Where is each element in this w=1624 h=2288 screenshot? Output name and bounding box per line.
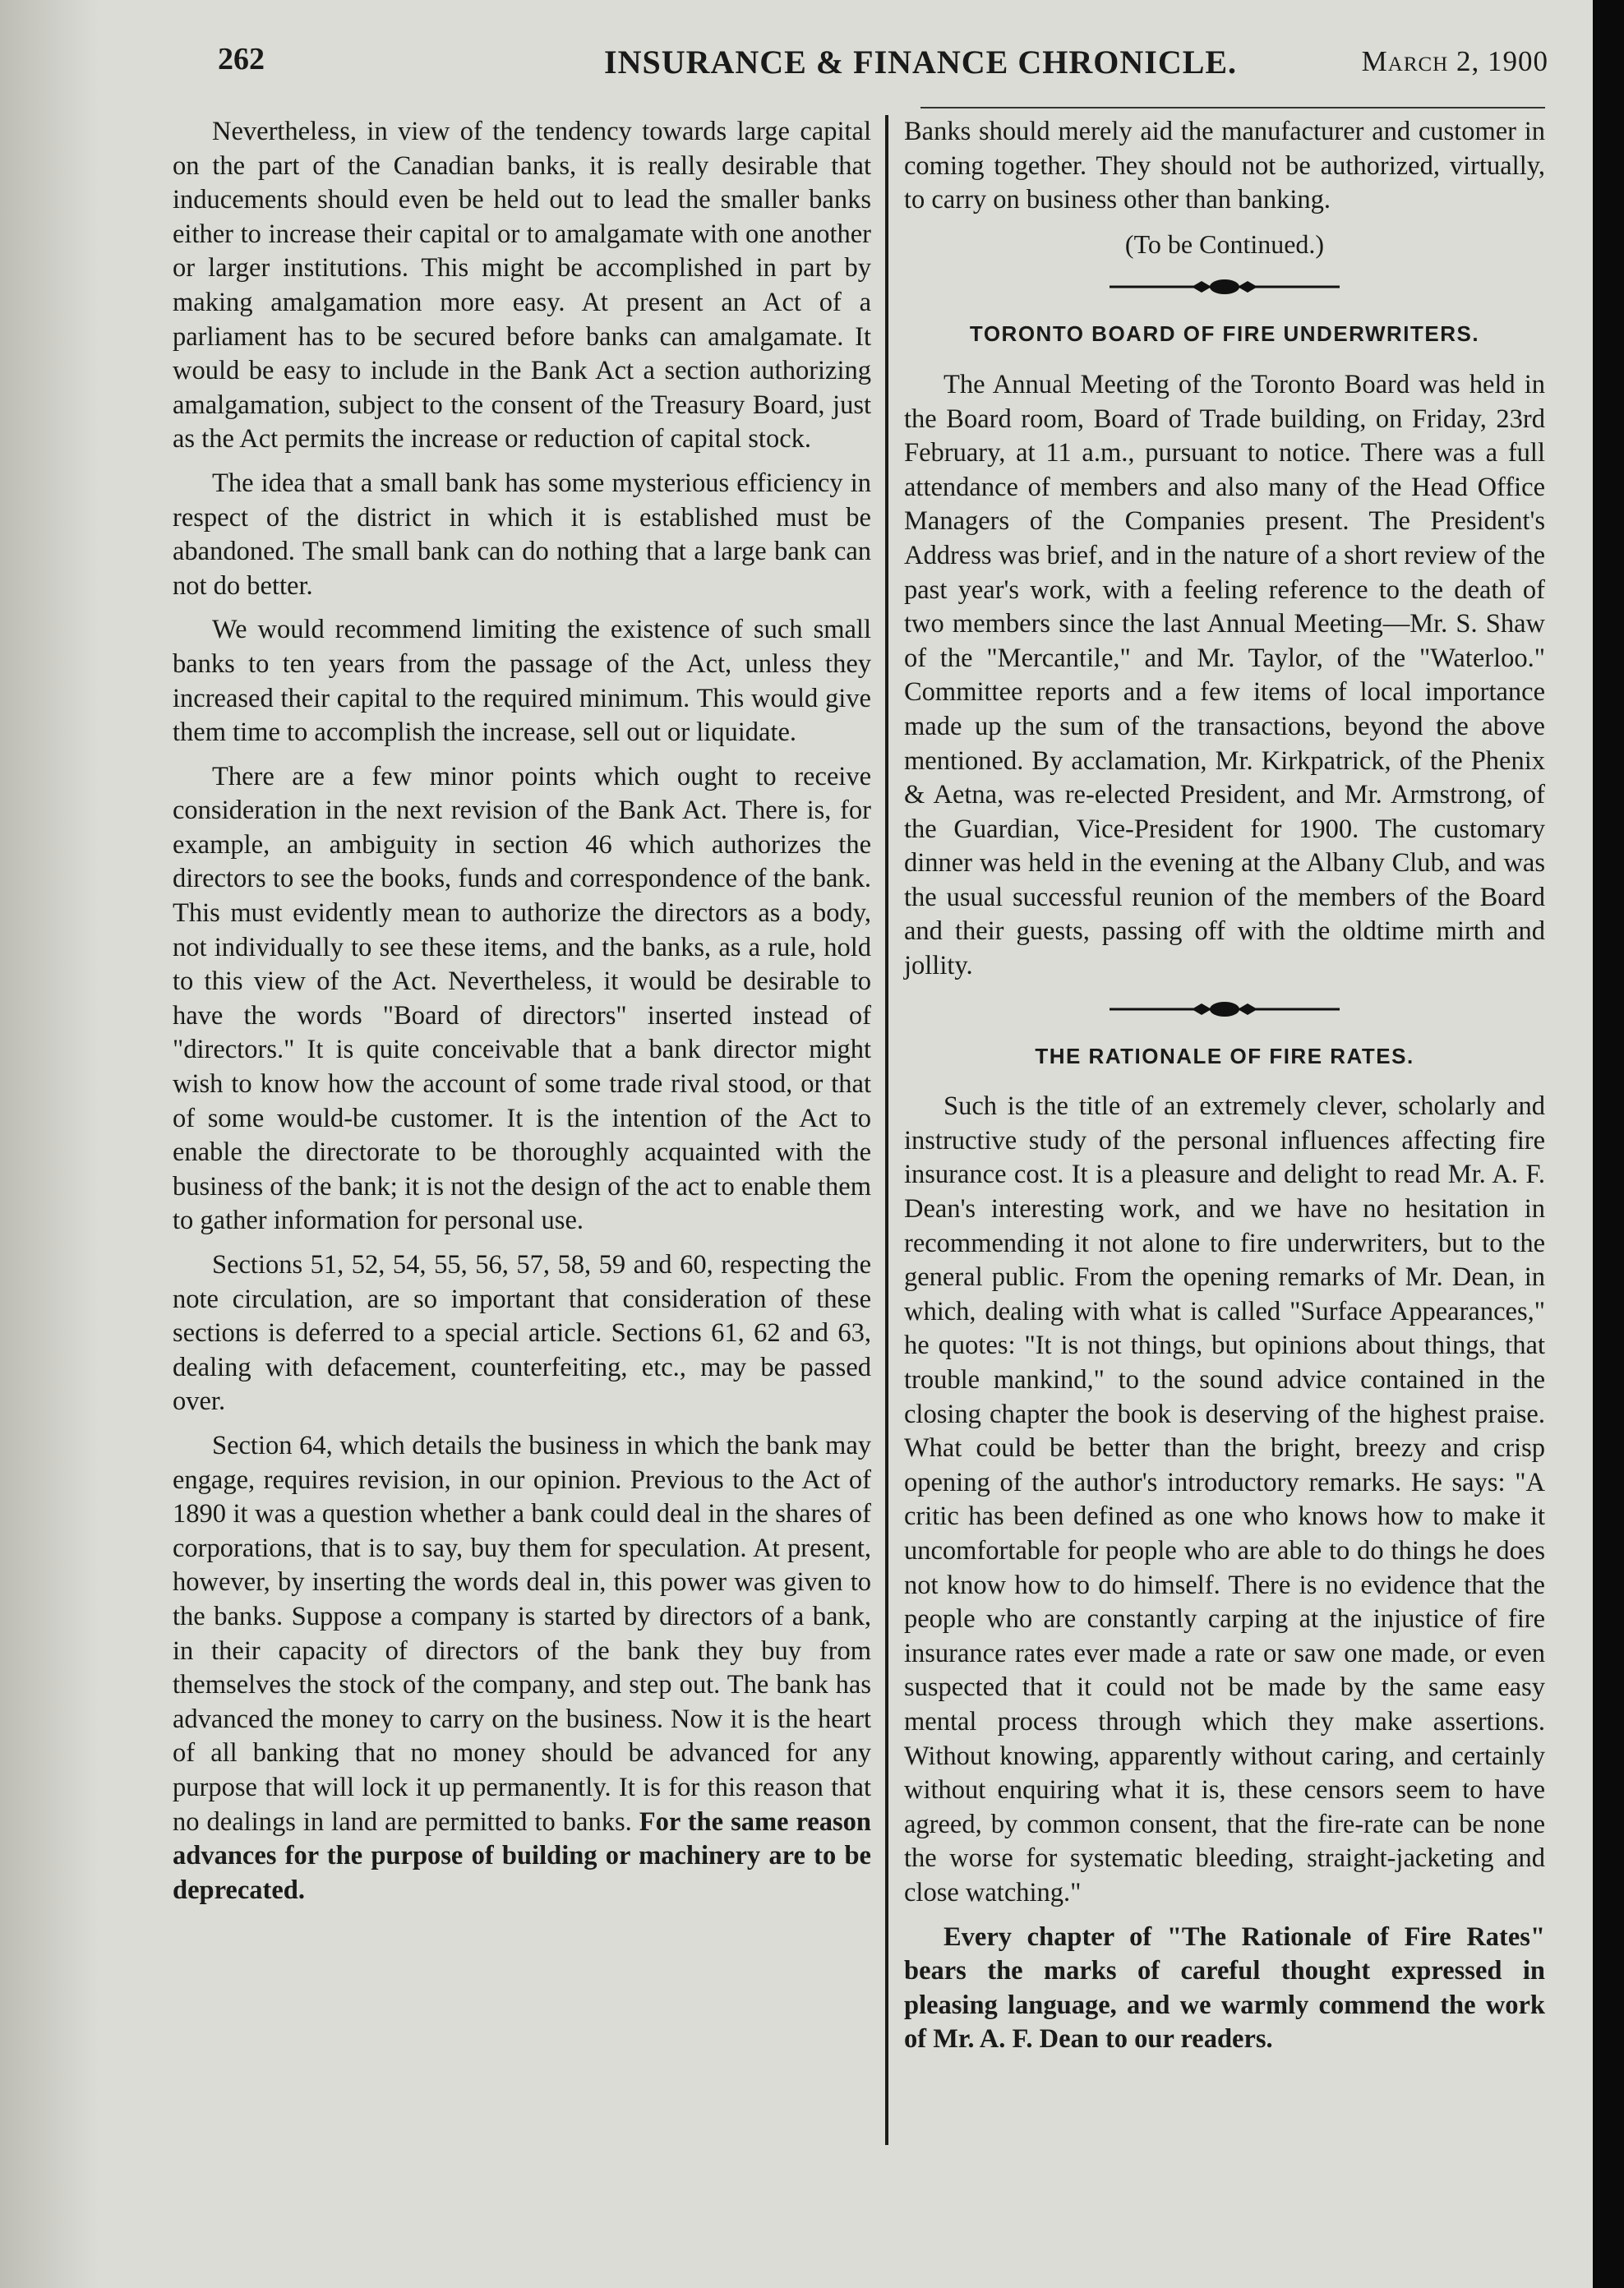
ornament-divider-icon: [1110, 999, 1340, 1020]
article-paragraph: There are a few minor points which ought to receive consideration in the next revision of the Bank Act. There is, for example, an ambiguity in section 46 which authorizes the directors to see the books, funds and correspondence of the bank. This must evidently mean to authorize the directors as a body, not individually to see these items, and the banks, as a rule, hold to this view of the Act. Nevertheless, it would be desirable to have the words "Board of directors" inserted instead of "directors." It is quite conceivable that a bank director might wish to know how the account of some trade rival stood, or that of some would-be customer. It is the intention of the Act to enable the directorate to be thoroughly acquainted with the business of the bank; it is not the design of the act to enable them to gather information for personal use.: [173, 761, 871, 1236]
page-header: [189, 33, 1548, 90]
article-paragraph: The Annual Meeting of the Toronto Board was held in the Board room, Board of Trade building, on Friday, 23rd February, at 11 a.m., pursuant to notice. There was a full attendance of members and also many of the Head Office Managers of the Companies present. The President's Address was brief, and in the nature of a short review of the past year's work, with a feeling reference to the death of two members since the last Annual Meeting—Mr. S. Shaw of the "Mercantile," and Mr. Taylor, of the "Waterloo." Committee reports and a few items of local importance made up the sum of the transactions, beyond the above mentioned. By acclamation, Mr. Kirkpatrick, of the Phenix & Aetna, was re-elected President, and Mr. Armstrong, of the Guardian, Vice-President for 1900. The customary dinner was held in the evening at the Albany Club, and was the usual successful reunion of the members of the Board and their guests, passing off with the oldtime mirth and jollity.: [904, 369, 1545, 981]
article-paragraph: Such is the title of an extremely clever, scholarly and instructive study of the personal influences affecting fire insurance cost. It is a pleasure and delight to read Mr. A. F. Dean's interesting work, and we have no hesitation in recommending it not alone to fire underwriters, but to the general public. From the opening remarks of Mr. Dean, in which, dealing with what is called "Surface Appearances," he quotes: "It is not things, but opinions about things, that trouble mankind," to the sound advice contained in the closing chapter the book is deserving of the highest praise. What could be better than the bright, breezy and crisp opening of the author's introductory remarks. He says: "A critic has been defined as one who knows how to make it uncomfortable for people who are able to do things he does not know how to do himself. There is no evidence that the people who are constantly carping at the injustice of fire insurance rates ever made a rate or saw one made, or even suspected that it could not be made by the same easy mental process through which they make assertions. Without knowing, apparently without caring, and certainly without enquiring what it is, these censors seem to have agreed, by common consent, that the fire-rate can be none the worse for systematic bleeding, straight-jacketing and close watching.": [904, 1091, 1545, 1907]
section-title-rationale-fire-rates: THE RATIONALE OF FIRE RATES.: [1035, 1043, 1414, 1068]
to-be-continued-note: (To be Continued.): [1124, 228, 1325, 259]
article-paragraph-bold-tail: For the same reason advances for the purpose of building or machinery are to be deprecated.: [173, 1806, 871, 1905]
left-column: [173, 115, 871, 1917]
article-paragraph-bold: Every chapter of "The Rationale of Fire Rates" bears the marks of careful thought expressed in pleasing language, and we warmly commend the work of Mr. A. F. Dean to our readers.: [904, 1921, 1545, 2055]
page-number: 262: [218, 42, 265, 76]
article-paragraph: Nevertheless, in view of the tendency towards large capital on the part of the Canadian banks, it is really desirable that inducements should even be held out to lead the smaller banks either to increase their capital or to amalgamate with one another or larger institutions. This might be accomplished in part by making amalgamation more easy. At present an Act of a parliament has to be secured before banks can amalgamate. It would be easy to include in the Bank Act a section authorizing amalgamation, subject to the consent of the Treasury Board, just as the Act permits the increase or reduction of capital stock.: [173, 117, 871, 454]
column-divider: [885, 115, 888, 2145]
article-paragraph: The idea that a small bank has some mysterious efficiency in respect of the district in which it is established must be abandoned. The small bank can do nothing that a large bank can not do better.: [173, 468, 871, 601]
article-paragraph: Sections 51, 52, 54, 55, 56, 57, 58, 59 and 60, respecting the note circulation, are so important that consideration of these sections is deferred to a special article. Sections 61, 62 and 63, dealing with defacement, counterfeiting, etc., may be passed over.: [173, 1250, 871, 1417]
journal-title: INSURANCE & FINANCE CHRONICLE.: [604, 44, 1238, 81]
continuation-paragraph: Banks should merely aid the manufacturer and customer in coming together. They should not be authorized, virtually, to carry on business other than banking.: [904, 117, 1545, 215]
issue-date: March 2, 1900: [1361, 45, 1548, 77]
section-title-toronto-board: TORONTO BOARD OF FIRE UNDERWRITERS.: [969, 321, 1480, 347]
page-edge-shadow: [0, 0, 99, 2288]
article-paragraph-text: Section 64, which details the business in which the bank may engage, requires revision, in our opinion. Previous to the Act of 1890 it was a question whether a bank could deal in the shares of corporations, that is to say, buy them for speculation. At present, however, by inserting the words deal in, this power was given to the banks. Suppose a company is started by directors of a bank, in their capacity of directors of the bank they buy from themselves the stock of the company, and step out. The bank has advanced the money to carry on the business. Now it is the heart of all banking that no money should be advanced for any purpose that will lock it up permanently. It is for this reason that no dealings in land are permitted to banks.: [173, 1430, 871, 1837]
article-paragraph-last: [173, 1429, 871, 1907]
ornament-divider-icon: [1110, 276, 1340, 298]
right-column: [904, 115, 1545, 2067]
header-rule: [920, 107, 1545, 108]
article-paragraph: We would recommend limiting the existence of such small banks to ten years from the passage of the Act, unless they increased their capital to the required minimum. This would give them time to accomplish the increase, sell out or liquidate.: [173, 615, 871, 748]
